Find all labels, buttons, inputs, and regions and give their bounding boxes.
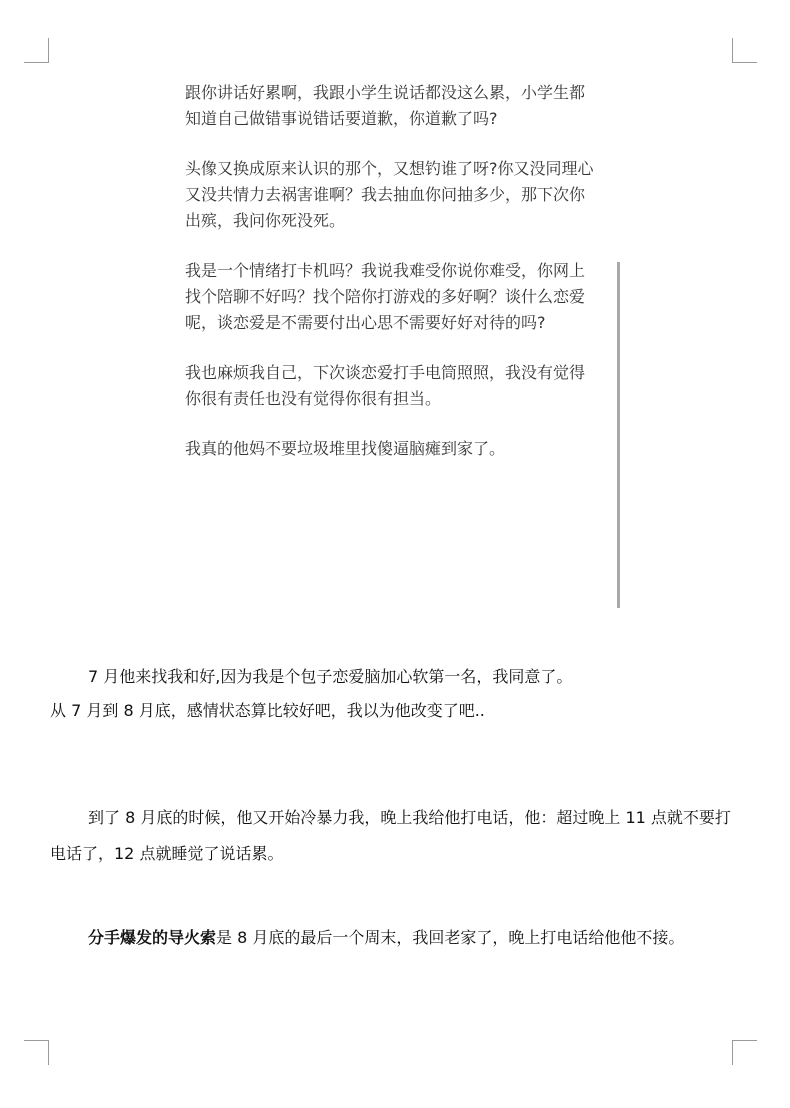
crop-mark-bottom-right bbox=[732, 1040, 757, 1065]
chat-message: 我真的他妈不要垃圾堆里找傻逼脑瘫到家了。 bbox=[185, 439, 506, 458]
crop-mark-top-left bbox=[24, 38, 49, 63]
paragraph-text bbox=[50, 920, 740, 956]
paragraph-cold-violence bbox=[50, 800, 740, 872]
paragraph-line: 7 月他来找我和好,因为我是个包子恋爱脑加心软第一名，我同意了。 bbox=[88, 667, 573, 686]
scrollbar[interactable] bbox=[617, 262, 620, 608]
chat-message: 跟你讲话好累啊，我跟小学生说话都没这么累，小学生都知道自己做错事说错话要道歉，你道歉了吗? bbox=[185, 83, 586, 128]
crop-mark-bottom-left bbox=[24, 1040, 49, 1065]
paragraph-reconcile bbox=[50, 660, 740, 728]
crop-mark-top-right bbox=[732, 38, 757, 63]
paragraph-text: 到了 8 月底的时候，他又开始冷暴力我，晚上我给他打电话，他：超过晚上 11 点就不要打电话了，12 点就睡觉了说话累。 bbox=[50, 808, 731, 863]
chat-message: 我是一个情绪打卡机吗？我说我难受你说你难受，你网上找个陪聊不好吗？找个陪你打游戏的多好啊？谈什么恋爱呢，谈恋爱是不需要付出心思不需要好好对待的吗? bbox=[185, 261, 586, 332]
chat-message: 我也麻烦我自己，下次谈恋爱打手电筒照照，我没有觉得你很有责任也没有觉得你很有担当。 bbox=[185, 363, 586, 408]
chat-screenshot-block bbox=[185, 80, 595, 486]
chat-message: 头像又换成原来认识的那个，又想钓谁了呀?你又没同理心又没共情力去祸害谁啊？我去抽血你问抽多少，那下次你出殡，我问你死没死。 bbox=[185, 159, 594, 230]
paragraph-rest: 是 8 月底的最后一个周末，我回老家了，晚上打电话给他他不接。 bbox=[216, 928, 685, 947]
paragraph-breakup-trigger bbox=[50, 920, 740, 956]
bold-phrase: 分手爆发的导火索 bbox=[88, 928, 217, 947]
paragraph-line: 从 7 月到 8 月底，感情状态算比较好吧，我以为他改变了吧.. bbox=[50, 701, 485, 720]
